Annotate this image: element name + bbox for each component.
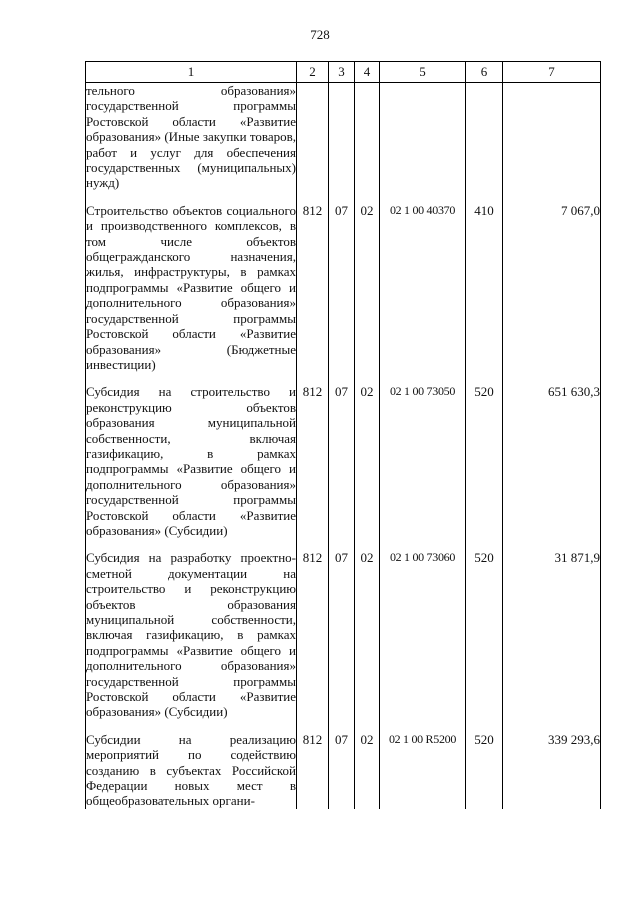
column-header: 5 bbox=[380, 62, 466, 83]
row-amount: 7 067,0 bbox=[503, 203, 601, 372]
row-type: 520 bbox=[466, 384, 503, 538]
table-row bbox=[86, 203, 601, 372]
row-subsection: 02 bbox=[355, 203, 380, 372]
row-type bbox=[466, 83, 503, 191]
row-subsection bbox=[355, 83, 380, 191]
row-name: Строительство объектов социального и производственного комплексов, в том числе объектов общегражданского назначения, жилья, инфраструктуры, в рамках подпрограммы «Развитие общего и дополнительного образования» государственной программы Ростовской области «Развитие образования» (Бюджетные инвестиции) bbox=[86, 202, 296, 372]
row-section: 07 bbox=[329, 384, 355, 538]
row-spacer bbox=[86, 372, 601, 384]
row-amount: 651 630,3 bbox=[503, 384, 601, 538]
page-number: 728 bbox=[310, 27, 330, 42]
row-spacer bbox=[86, 191, 601, 203]
row-target: 02 1 00 40370 bbox=[380, 203, 466, 372]
column-header: 2 bbox=[297, 62, 329, 83]
row-subsection: 02 bbox=[355, 732, 380, 809]
row-target: 02 1 00 73060 bbox=[380, 550, 466, 719]
row-ministry: 812 bbox=[297, 203, 329, 372]
row-subsection: 02 bbox=[355, 550, 380, 719]
row-amount: 31 871,9 bbox=[503, 550, 601, 719]
row-spacer bbox=[86, 720, 601, 732]
row-type: 520 bbox=[466, 550, 503, 719]
row-type: 520 bbox=[466, 732, 503, 809]
row-name: тельного образования» государственной программы Ростовской области «Развитие образования» (Иные закупки товаров, работ и услуг для обеспечения государственных (муниципальных) нужд) bbox=[86, 83, 296, 191]
row-amount bbox=[503, 83, 601, 191]
row-spacer bbox=[86, 538, 601, 550]
row-target: 02 1 00 R5200 bbox=[380, 732, 466, 809]
row-type: 410 bbox=[466, 203, 503, 372]
row-ministry: 812 bbox=[297, 384, 329, 538]
table-header-row bbox=[86, 62, 601, 83]
budget-table bbox=[85, 61, 601, 809]
table-row bbox=[86, 550, 601, 719]
row-section bbox=[329, 83, 355, 191]
table-row bbox=[86, 83, 601, 191]
row-name: Субсидия на разработку проектно-сметной документации на строительство и реконструкцию объектов образования муниципальной собственности, включая газификацию, в рамках подпрограммы «Развитие общего и дополнительного образования» государственной программы Ростовской области «Развитие образования» (Субсидии) bbox=[86, 550, 296, 720]
column-header: 4 bbox=[355, 62, 380, 83]
row-target: 02 1 00 73050 bbox=[380, 384, 466, 538]
column-header: 1 bbox=[86, 62, 297, 83]
table-row bbox=[86, 732, 601, 809]
table-row bbox=[86, 384, 601, 538]
column-header: 3 bbox=[329, 62, 355, 83]
row-ministry bbox=[297, 83, 329, 191]
row-section: 07 bbox=[329, 732, 355, 809]
row-name: Субсидии на реализацию мероприятий по содействию созданию в субъектах Российской Федерации новых мест в общеобразовательных органи- bbox=[86, 731, 296, 809]
column-header: 7 bbox=[503, 62, 601, 83]
row-name: Субсидия на строительство и реконструкцию объектов образования муниципальной собственности, включая газификацию, в рамках подпрограммы «Развитие общего и дополнительного образования» государственной программы Ростовской области «Развитие образования» (Субсидии) bbox=[86, 384, 296, 538]
row-section: 07 bbox=[329, 550, 355, 719]
row-section: 07 bbox=[329, 203, 355, 372]
row-amount: 339 293,6 bbox=[503, 732, 601, 809]
column-header: 6 bbox=[466, 62, 503, 83]
row-ministry: 812 bbox=[297, 732, 329, 809]
row-ministry: 812 bbox=[297, 550, 329, 719]
row-target bbox=[380, 83, 466, 191]
row-subsection: 02 bbox=[355, 384, 380, 538]
